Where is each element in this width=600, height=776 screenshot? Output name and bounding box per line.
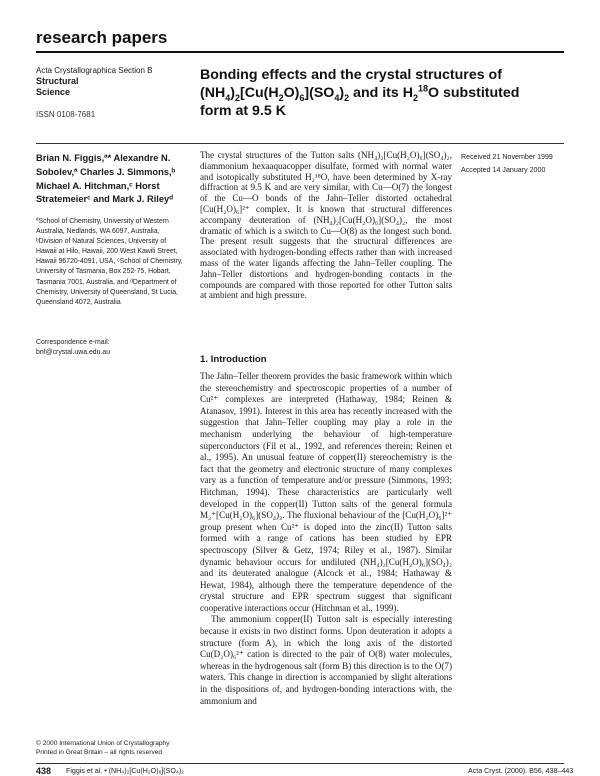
correspondence-label: Correspondence e-mail: [36, 339, 110, 346]
accepted-date: Accepted 14 January 2000 [461, 166, 546, 174]
footer-citation-left: Figgis et al. • (NH₄)₂[Cu(H₂O)₆](SO₄)₂ [66, 767, 184, 775]
affiliations: ªSchool of Chemistry, University of Western Australia, Nedlands, WA 6097, Australia, ᵇDivision of Natural Sciences, University of Hawaii at Hilo, Hawaii, 200 West Kawili Street, Hawaii 96720-4091, USA, ᶜSchool of Chemistry, University of Tasmania, Box 252-75, Hobart, Tasmania 7001, Australia, and ᵈDepartment of Chemistry, University of Queensland, St Lucia, Queensland 4072, Australia [36, 218, 183, 306]
correspondence-email[interactable]: bnf@crystal.uwa.edu.au [36, 349, 111, 356]
introduction-paragraph-2: The ammonium copper(II) Tutton salt is especially interesting because it exists in two distinct forms. Upon deuteration it adopts a structure (form A), in which the long axis of the distorted Cu(D₂O)₆²⁺ cation is directed to the pair of O(8) water molecules, whereas in the hydrogenous salt (form B) this direction is to the O(7) waters. This change in direction is accompanied by slight alterations in the dispositions of, and hydrogen-bonding interactions with, the ammonium and [200, 614, 452, 706]
title-line2: $(NH_4)_2[Cu(H_2O)_6](SO_4)_2$ and its $H_2^{18}O$ substituted [200, 83, 520, 103]
page-number: 438 [36, 766, 52, 776]
running-header: research papers [36, 28, 168, 47]
introduction-paragraph-1: The Jahn–Teller theorem provides the basic framework within which the stereochemistry and spectroscopic properties of a number of Cu²⁺ complexes are interpreted (Hathaway, 1984; Reinen & Atanasov, 1991). Interest in this area has recently increased with the suggestion that Jahn–Teller coupling may play a role in the mechanism underlying the behaviour of high-temperature superconductors (Fil et al., 1992, and references therein; Reinen et al., 1995). An unusual feature of copper(II) stereochemistry is the fact that the geometry and electronic structure of many complexes vary as a function of temperature and/or pressure (Simmons, 1993; Hitchman, 1994). These characteristics are particularly well developed in the copper(II) Tutton salts of the general formula M₂⁺[Cu(H₂O)₆](SO₄)₂. The fluxional behaviour of the [Cu(H₂O)₆]²⁺ group present when Cu²⁺ is doped into the zinc(II) Tutton salts formed with a range of cations has been studied by EPR spectroscopy (Silver & Getz, 1974; Riley et al., 1987). Similar dynamic behaviour occurs for undiluted (NH₄)₂[Cu(H₂O)₆](SO₄)₂ and its deuterated analogue (Alcock et al., 1984; Hathaway & Hewat, 1984), although there the temperature dependence of the crystal structure and EPR spectrum suggest that significant cooperative interactions occur (Hitchman et al., 1999). [200, 371, 452, 613]
introduction-body [200, 371, 452, 707]
received-date: Received 21 November 1999 [461, 153, 553, 161]
title-line3: form at 9.5 K [200, 103, 286, 119]
footer-citation-right: Acta Cryst. (2000). B56, 438–443 [468, 767, 574, 775]
abstract [200, 150, 452, 301]
copyright [36, 739, 191, 757]
section-heading-introduction: 1. Introduction [200, 354, 267, 365]
article-title [200, 66, 580, 120]
journal-block [36, 66, 181, 120]
copyright-line1: © 2000 International Union of Crystallography [36, 740, 170, 747]
authors: Brian N. Figgis,ª* Alexandre N. Sobolev,ª Charles J. Simmons,ᵇ Michael A. Hitchman,ᶜ Horst Stratemeierᶜ and Mark J. Rileyᵈ [36, 153, 176, 205]
header-rule [36, 51, 564, 53]
journal-name: Acta Crystallographica Section B [36, 66, 153, 75]
title-line1: Bonding effects and the crystal structures of [200, 67, 502, 83]
title-rule [36, 143, 564, 144]
abstract-text: The crystal structures of the Tutton salts (NH₄)₂[Cu(H₂O)₆](SO₄)₂, diammonium hexaaquacopper disulfate, formed with normal water and isotopically substituted H₂¹⁸O, have been determined by X-ray diffraction at 9.5 K and are very similar, with Cu—O(7) the longest of the Cu—O bonds of the Jahn–Teller distorted octahedral [Cu(H₂O)₆]²⁺ complex. It is known that structural differences accompany deuteration of (NH₄)₂[Cu(H₂O)₆](SO₄)₂, the most dramatic of which is a switch to Cu—O(8) as the longest such bond. The present result suggests that the structural differences are associated with hydrogen-bonding effects rather than with increased mass of the water ligands affecting the Jahn–Teller coupling. The Jahn–Teller distortions and hydrogen-bonding contacts in the compounds are compared with those reported for other Tutton salts at ambient and high pressure. [200, 150, 452, 301]
issn: ISSN 0108-7681 [36, 110, 96, 119]
journal-section-line1: Structural [36, 76, 79, 86]
correspondence [36, 338, 186, 358]
journal-section-line2: Science [36, 87, 71, 97]
copyright-line2: Printed in Great Britain – all rights reserved [36, 749, 163, 756]
footer-rule [36, 763, 564, 764]
dates-block [461, 151, 591, 177]
